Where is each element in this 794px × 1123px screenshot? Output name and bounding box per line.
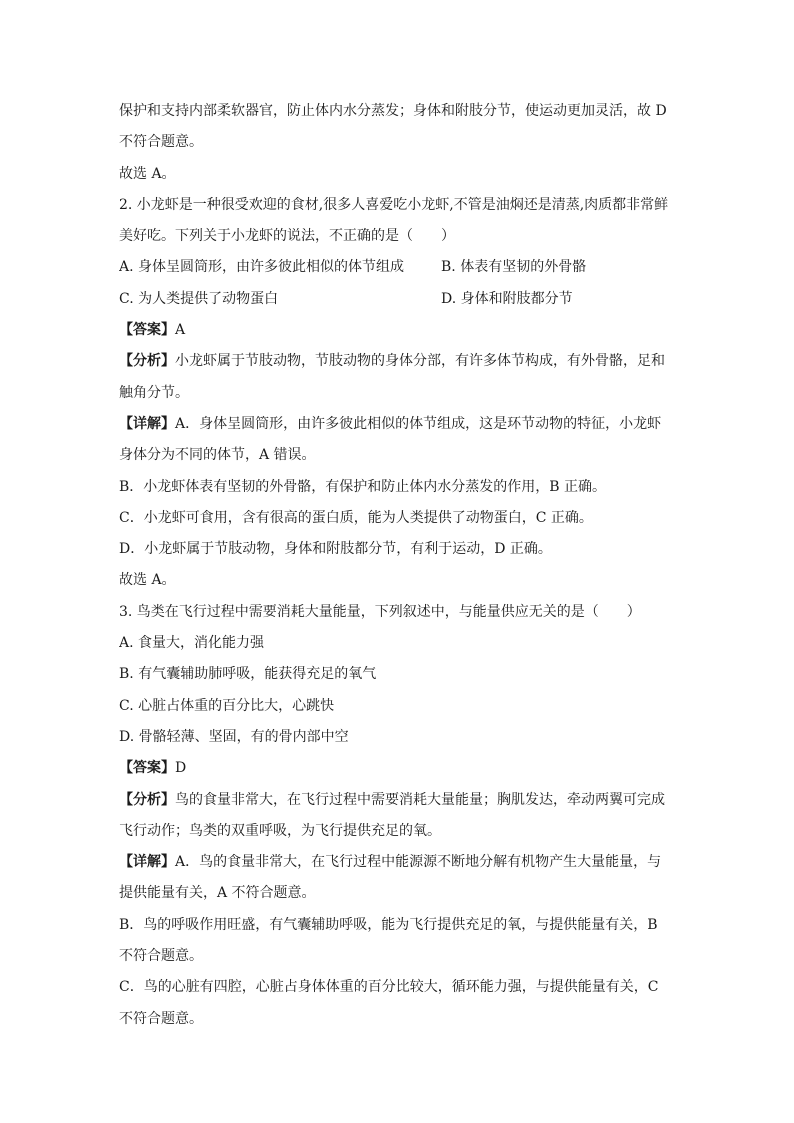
q3-answer-value: D (175, 760, 187, 777)
intro-choice: 故选 A。 (119, 165, 176, 182)
q2-analysis-text-1: 小龙虾属于节肢动物，节肢动物的身体分部，有许多体节构成，有外骨骼，足和 (175, 353, 665, 370)
q2-choice: 故选 A。 (119, 572, 176, 589)
q2-detail-text-1: A．身体呈圆筒形，由许多彼此相似的体节组成，这是环节动物的特征，小龙虾 (175, 415, 662, 432)
intro-line-2: 不符合题意。 (119, 134, 203, 151)
q2-analysis-tag: 【分析】 (119, 353, 175, 370)
q3-analysis-line-1 (119, 785, 679, 816)
q2-options-row-1 (119, 252, 679, 283)
q3-detail-line-2: 提供能量有关，A 不符合题意。 (119, 885, 316, 902)
q3-detail-line-4: 不符合题意。 (119, 948, 203, 965)
q3-option-c: C. 心脏占体重的百分比大，心跳快 (119, 697, 335, 714)
q3-analysis-text-1: 鸟的食量非常大，在飞行过程中需要消耗大量能量；胸肌发达，牵动两翼可完成 (175, 791, 665, 808)
q3-option-d: D. 骨骼轻薄、坚固，有的骨内部中空 (119, 728, 349, 745)
q2-option-d: D. 身体和附肢都分节 (441, 290, 573, 307)
q3-detail-line-3: B．鸟的呼吸作用旺盛，有气囊辅助呼吸，能为飞行提供充足的氧，与提供能量有关，B (119, 916, 658, 933)
q2-options-row-2 (119, 284, 679, 315)
q3-option-b: B. 有气囊辅助肺呼吸，能获得充足的氧气 (119, 666, 377, 683)
intro-line-1: 保护和支持内部柔软器官，防止体内水分蒸发；身体和附肢分节，使运动更加灵活，故 D (119, 103, 667, 119)
q2-answer (119, 315, 679, 346)
q2-detail-line-3: B．小龙虾体表有坚韧的外骨骼，有保护和防止体内水分蒸发的作用，B 正确。 (119, 478, 607, 495)
q2-option-b: B. 体表有坚韧的外骨骼 (441, 259, 587, 276)
q2-detail-line-4: C．小龙虾可食用，含有很高的蛋白质，能为人类提供了动物蛋白，C 正确。 (119, 509, 593, 526)
q3-detail-line-6: 不符合题意。 (119, 1010, 203, 1027)
q3-answer (119, 753, 679, 784)
q2-detail-line-1 (119, 409, 679, 440)
q2-detail-line-5: D．小龙虾属于节肢动物，身体和附肢都分节，有利于运动，D 正确。 (119, 541, 552, 558)
q2-answer-tag: 【答案】 (119, 322, 175, 339)
q2-answer-value: A (175, 322, 186, 339)
q2-option-c: C. 为人类提供了动物蛋白 (119, 290, 279, 307)
q3-option-a: A. 食量大，消化能力强 (119, 635, 265, 652)
q3-detail-text-1: A．鸟的食量非常大，在飞行过程中能源源不断地分解有机物产生大量能量，与 (175, 854, 662, 871)
q3-analysis-line-2: 飞行动作；鸟类的双重呼吸，为飞行提供充足的氧。 (119, 822, 441, 839)
q2-stem-line-2: 美好吃。下列关于小龙虾的说法，不正确的是（ ） (119, 228, 455, 245)
q2-stem-line-1: 2. 小龙虾是一种很受欢迎的食材,很多人喜爱吃小龙虾,不管是油焖还是清蒸,肉质都非常鲜 (119, 196, 669, 213)
q3-answer-tag: 【答案】 (119, 760, 175, 777)
q2-detail-tag: 【详解】 (119, 415, 175, 432)
q2-analysis-line-1 (119, 346, 679, 377)
q3-detail-line-1 (119, 847, 679, 878)
q2-analysis-line-2: 触角分节。 (119, 384, 189, 401)
q3-stem: 3. 鸟类在飞行过程中需要消耗大量能量，下列叙述中，与能量供应无关的是（ ） (119, 603, 641, 620)
page-content (119, 96, 679, 1035)
q2-detail-line-2: 身体分为不同的体节，A 错误。 (119, 447, 316, 464)
q2-option-a: A. 身体呈圆筒形，由许多彼此相似的体节组成 (119, 259, 405, 276)
q3-analysis-tag: 【分析】 (119, 791, 175, 808)
q3-detail-line-5: C．鸟的心脏有四腔，心脏占身体体重的百分比较大，循环能力强，与提供能量有关，C (119, 979, 659, 996)
q3-detail-tag: 【详解】 (119, 854, 175, 871)
